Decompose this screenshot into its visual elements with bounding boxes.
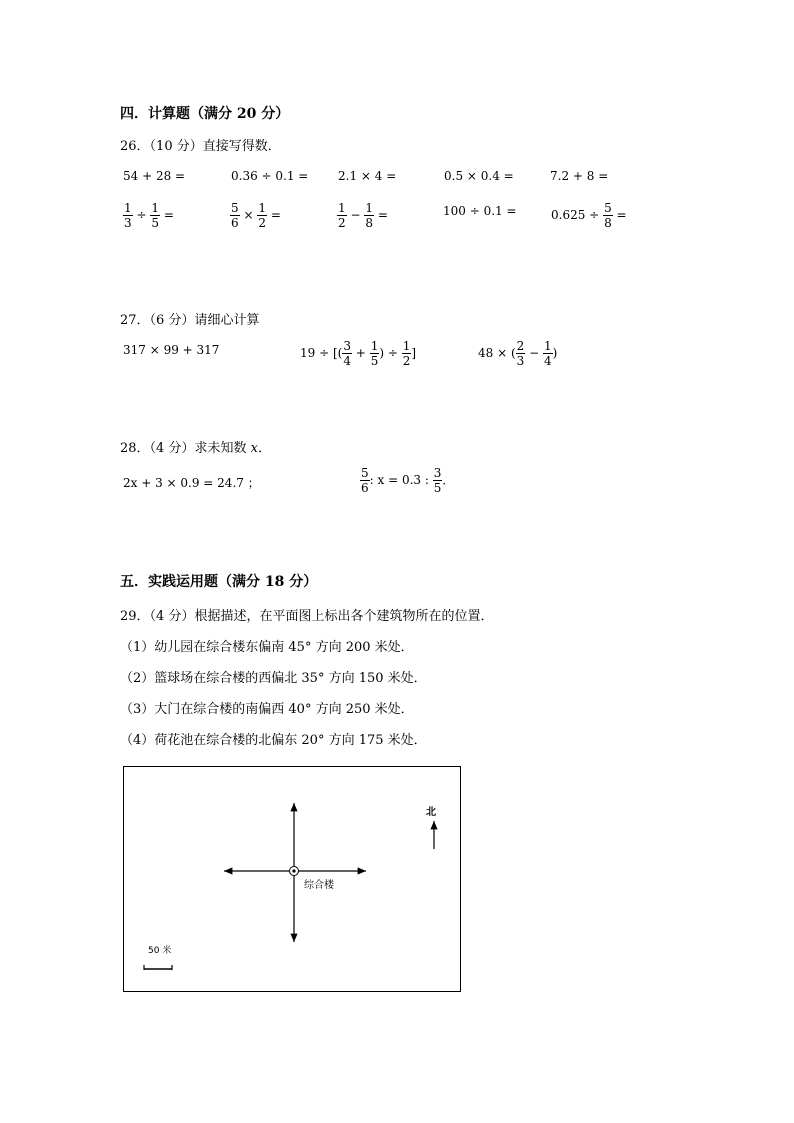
q29-item-3: （3）大门在综合楼的南偏西 40° 方向 250 米处． <box>120 702 414 717</box>
q26-item-5: 7.2 + 8 = <box>550 169 609 183</box>
section4-title: 四．计算题（满分 20 分） <box>120 106 290 122</box>
q26-label: 26．（10 分）直接写得数． <box>120 139 281 154</box>
q29-item-1: （1）幼儿园在综合楼东偏南 45° 方向 200 米处． <box>120 640 414 655</box>
center-label: 综合楼 <box>304 880 334 891</box>
section5-title: 五．实践运用题（满分 18 分） <box>120 574 318 590</box>
site-plan-map <box>123 766 461 992</box>
q26-item-10: 0.625 ÷ $\frac{5}{8}$ = <box>551 201 627 230</box>
q27-label: 27．（6 分）请细心计算 <box>120 313 260 328</box>
q29-item-4: （4）荷花池在综合楼的北偏东 20° 方向 175 米处． <box>120 733 427 748</box>
q27-item-3: 48 × ( $\frac{2}{3}$ − $\frac{1}{4}$ ) <box>478 339 558 368</box>
q28-label: 28．（4 分）求未知数 x． <box>120 441 271 456</box>
q27-item-1: 317 × 99 + 317 <box>123 343 220 357</box>
q28-item-1: 2x + 3 × 0.9 = 24.7 ； <box>123 476 260 490</box>
q29-label: 29．（4 分）根据描述，在平面图上标出各个建筑物所在的位置． <box>120 609 494 624</box>
q26-item-3: 2.1 × 4 = <box>338 169 397 183</box>
q26-item-7: $\frac{5}{6}$ × $\frac{1}{2}$ = <box>231 201 281 230</box>
map-drawing <box>124 767 460 991</box>
q29-item-2: （2）篮球场在综合楼的西偏北 35° 方向 150 米处． <box>120 671 427 686</box>
q26-item-8: $\frac{1}{2}$ − $\frac{1}{8}$ = <box>338 201 388 230</box>
q26-item-1: 54 + 28 = <box>123 169 186 183</box>
q26-item-4: 0.5 × 0.4 = <box>444 169 514 183</box>
scale-label: 50 米 <box>148 946 172 956</box>
q26-item-9: 100 ÷ 0.1 = <box>443 204 517 218</box>
q26-item-2: 0.36 ÷ 0.1 = <box>231 169 309 183</box>
q27-item-2: 19 ÷ [( $\frac{3}{4}$ + $\frac{1}{5}$ ) ÷ $\frac{1}{2}$ ] <box>300 339 417 368</box>
q26-item-6: $\frac{1}{3}$ ÷ $\frac{1}{5}$ = <box>124 201 174 230</box>
q28-item-2: $\frac{5}{6}$ : x = 0.3 : $\frac{3}{5}$ ． <box>361 466 455 495</box>
north-label: 北 <box>426 807 436 818</box>
